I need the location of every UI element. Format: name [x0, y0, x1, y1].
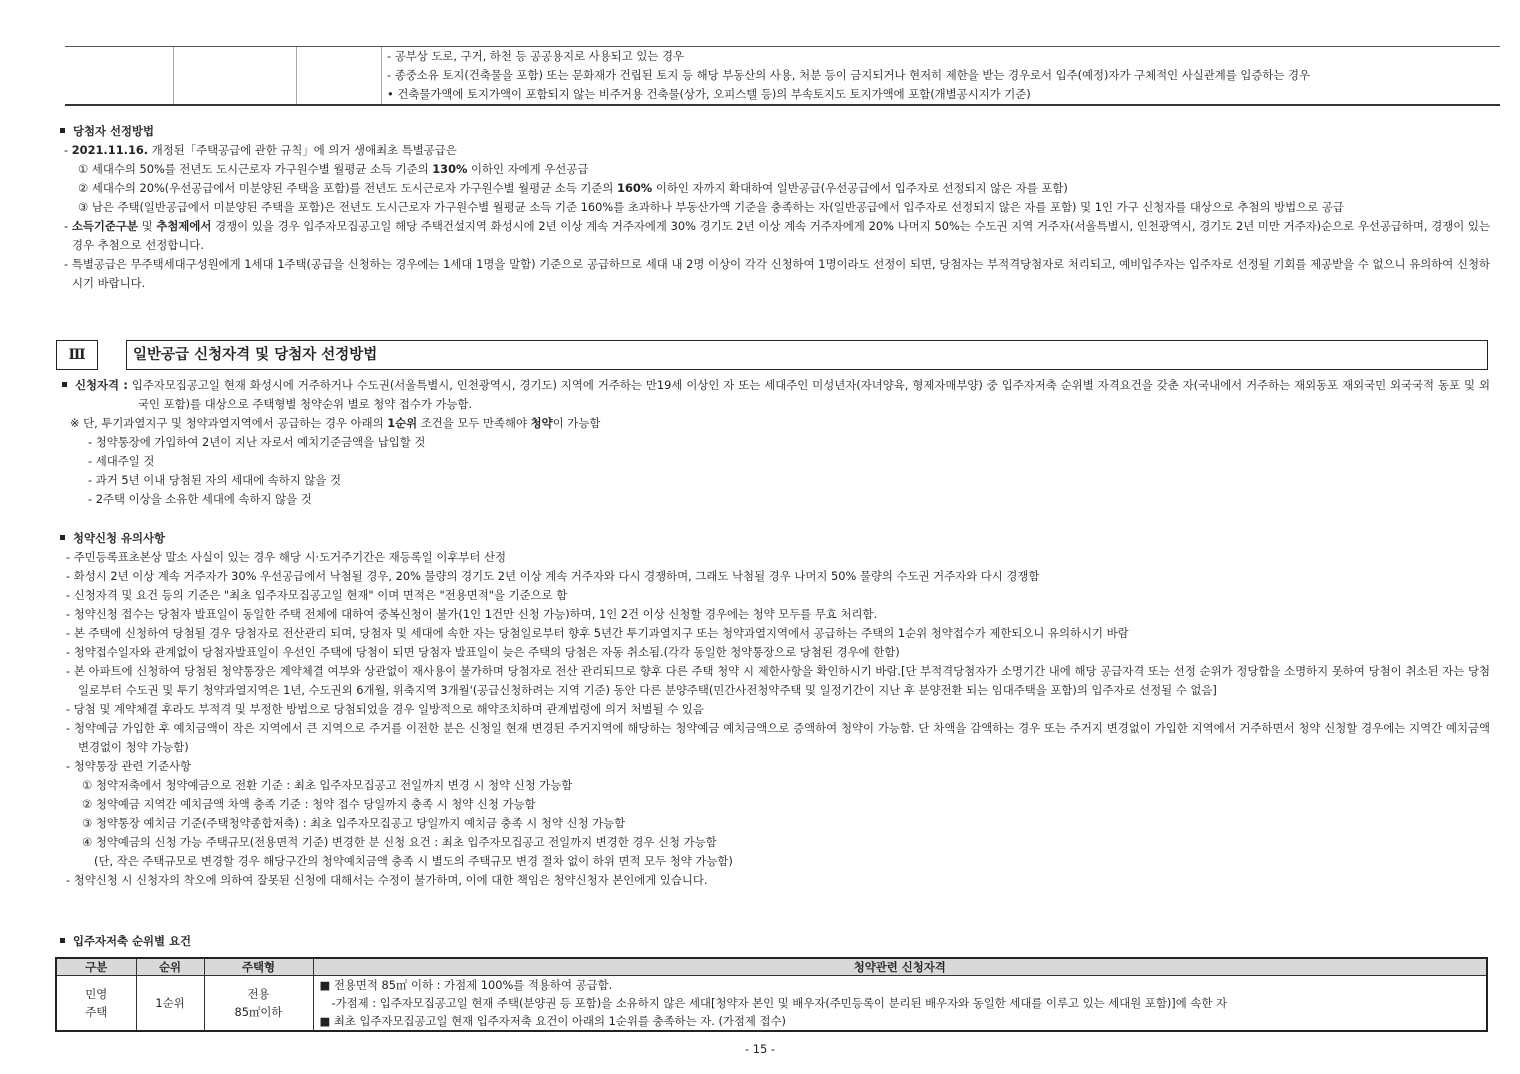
list-item: - 종중소유 토지(건축물을 포함) 또는 문화재가 건립된 토지 등 해당 부동산의 사용, 처분 등이 금지되거나 현저히 제한을 받는 경우로서 입주(예정)자가 구체적인 사실관계를 입증하는 경우: [387, 68, 1311, 82]
list-item: ② 세대수의 20%(우선공급에서 미분양된 주택을 포함)를 전년도 도시근로자 가구원수별 월평균 소득 기준의 160% 이하인 자까지 확대하여 일반공급(우선공급에서 입주자로 선정되지 않은 자를 포함): [78, 181, 1068, 195]
list-item: - 청약통장에 가입하여 2년이 지난 자로서 예치기준금액을 납입할 것: [88, 435, 426, 449]
square-bullet-icon: [60, 128, 65, 133]
rank-requirements-section: [58, 932, 1490, 951]
list-item: - 본 주택에 신청하여 당첨될 경우 당첨자로 전산관리 되며, 당첨자 및 세대에 속한 자는 당첨일로부터 향후 5년간 투기과열지구 또는 청약과열지역에서 공급하는 주택의 1순위 청약접수가 제한되오니 유의하시기 바람: [66, 626, 1129, 640]
square-bullet-icon: [62, 382, 67, 387]
column-header: 순위: [136, 958, 204, 976]
intro-line: - 2021.11.16. 개정된「주택공급에 관한 규칙」에 의거 생애최초 특별공급은: [64, 143, 457, 157]
table-cell: 1순위: [136, 976, 204, 1032]
table-cell: [174, 47, 297, 104]
subscription-notes-section: [58, 529, 1490, 890]
table-header-row: [56, 958, 1487, 976]
list-item: - 청약신청 시 신청자의 착오에 의하여 잘못된 신청에 대해서는 수정이 불가하며, 이에 대한 책임은 청약신청자 본인에게 있습니다.: [66, 873, 708, 887]
table-cell: [65, 47, 174, 104]
table-cell: [297, 47, 382, 104]
table-cell: 민영 주택: [56, 976, 136, 1032]
list-item: ■ 전용면적 85㎡ 이하 : 가점제 100%를 적용하여 공급함.: [319, 978, 613, 992]
list-item: ④ 청약예금의 신청 가능 주택규모(전용면적 기준) 변경한 분 신청 요건 : 최초 입주자모집공고 전일까지 변경한 경우 신청 가능함: [82, 835, 717, 849]
list-item: - 본 아파트에 신청하여 당첨된 청약통장은 계약체결 여부와 상관없이 재사용이 불가하며 당첨자로 전산 관리되므로 향후 다른 주택 청약 시 제한사항을 확인하시기 바람.[단 부적격당첨자가 소명기간 내에 해당 공급자격 또는 선정 순위가 정당함을 소명하지 못하여 당첨이 취소된 자는 당첨일로부터 수도권 및 투기 청약과열지역은 1년, 수도권외 6개월, 위축지역 3개월'(공급신청하려는 지역 기준) 동안 다른 분양주택(민간사전청약주택 및 일정기간이 지난 후 분양전환 되는 임대주택을 포함)의 입주자로 선정될 수 없음]: [66, 664, 1490, 697]
list-item: ② 청약예금 지역간 예치금액 차액 충족 기준 : 청약 접수 당일까지 충족 시 청약 신청 가능함: [82, 797, 536, 811]
column-header: 주택형: [204, 958, 313, 976]
column-header: 청약관련 신청자격: [313, 958, 1487, 976]
list-item: ① 세대수의 50%를 전년도 도시근로자 가구원수별 월평균 소득 기준의 130% 이하인 자에게 우선공급: [78, 162, 589, 176]
list-item: • 건축물가액에 토지가액이 포함되지 않는 비주거용 건축물(상가, 오피스텔 등)의 부속토지도 토지가액에 포함(개별공시지가 기준): [387, 87, 1031, 101]
list-item: - 과거 5년 이내 당첨된 자의 세대에 속하지 않을 것: [88, 473, 342, 487]
qualification-paragraph: 신청자격 : 입주자모집공고일 현재 화성시에 거주하거나 수도권(서울특별시, 인천광역시, 경기도) 지역에 거주하는 만19세 이상인 자 또는 세대주인 미성년자(자녀양육, 형제자매부양) 중 입주자저축 순위별 자격요건을 갖춘 자(국내에서 거주하는 재외동포 재외국민 외국국적 동포 및 외국인 포함)를 대상으로 주택형별 청약순위 별로 청약 접수가 가능함.: [58, 376, 1490, 414]
paragraph: - 특별공급은 무주택세대구성원에게 1세대 1주택(공급을 신청하는 경우에는 1세대 1명을 말함) 기준으로 공급하므로 세대 내 2명 이상이 각각 신청하여 1명이라도 선정이 되면, 당첨자는 부적격당첨자로 처리되고, 예비입주자는 입주자로 선정될 기회를 제공받을 수 없으니 유의하여 신청하시기 바랍니다.: [64, 257, 1490, 290]
list-item: ③ 청약통장 예치금 기준(주택청약종합저축) : 최초 입주자모집공고 당일까지 예치금 충족 시 청약 신청 가능함: [82, 816, 626, 830]
list-item: - 당첨 및 계약체결 후라도 부적격 및 부정한 방법으로 당첨되었을 경우 일방적으로 해약조치하며 관계법령에 의거 처벌될 수 있음: [66, 702, 704, 716]
square-bullet-icon: [60, 535, 65, 540]
section-banner: [56, 340, 1488, 370]
list-item: - 주민등록표초본상 말소 사실이 있는 경우 해당 시·도거주기간은 재등록일 이후부터 산정: [66, 550, 507, 564]
list-item: (단, 작은 주택규모로 변경할 경우 해당구간의 청약예치금액 충족 시 별도의 주택규모 변경 절차 없이 하위 면적 모두 청약 가능함): [94, 854, 733, 868]
column-header: 구분: [56, 958, 136, 976]
table-row: [56, 976, 1487, 1032]
section-title: 일반공급 신청자격 및 당첨자 선정방법: [126, 340, 1488, 370]
table-cell: [313, 976, 1487, 1032]
continuation-lines: [387, 47, 1500, 104]
list-item: - 공부상 도로, 구거, 하천 등 공공용지로 사용되고 있는 경우: [387, 49, 685, 63]
section-heading: 당첨자 선정방법: [58, 122, 1490, 141]
list-item: ③ 남은 주택(일반공급에서 미분양된 주택을 포함)은 전년도 도시근로자 가구원수별 월평균 소득 기준 160%를 초과하나 부동산가액 기준을 충족하는 자(일반공급에서 입주자로 선정되지 않은 자를 포함) 및 1인 가구 신청자를 대상으로 추첨의 방법으로 공급: [78, 200, 1344, 214]
table-cell: 전용 85㎡이하: [204, 976, 313, 1032]
list-item: -가점제 : 입주자모집공고일 현재 주택(분양권 등 포함)을 소유하지 않은 세대[청약자 본인 및 배우자(주민등록이 분리된 배우자와 동일한 세대를 이루고 있는 세대원 포함)]에 속한 자: [331, 996, 1228, 1010]
section-heading: 입주자저축 순위별 요건: [58, 932, 1490, 951]
list-item: - 세대주일 것: [88, 454, 155, 468]
list-item: - 청약신청 접수는 당첨자 발표일이 동일한 주택 전체에 대하여 중복신청이 불가(1인 1건만 신청 가능)하며, 1인 2건 이상 신청할 경우에는 청약 모두를 무효 처리함.: [66, 607, 878, 621]
list-item: - 청약접수일자와 관계없이 당첨자발표일이 우선인 주택에 당첨이 되면 당첨자 발표일이 늦은 주택의 당첨은 자동 취소됨.(각각 동일한 청약통장으로 당첨된 경우에 한함): [66, 645, 900, 659]
qualification-section: [58, 376, 1490, 509]
continuation-table: [65, 46, 1500, 106]
list-item: - 청약예금 가입한 후 예치금액이 작은 지역에서 큰 지역으로 주거를 이전한 분은 신청일 현재 변경된 주거지역에 해당하는 청약예금 예치금액으로 증액하여 청약이 가능함. 단 차액을 감액하는 경우 또는 주거지 변경없이 가입한 지역에서 거주하면서 청약 신청할 경우에는 지역간 예치금액 변경없이 청약 가능함): [66, 721, 1490, 754]
list-item: ■ 최초 입주자모집공고일 현재 입주자저축 요건이 아래의 1순위를 충족하는 자. (가점제 접수): [319, 1014, 786, 1028]
list-item: ① 청약저축에서 청약예금으로 전환 기준 : 최초 입주자모집공고 전일까지 변경 시 청약 신청 가능함: [82, 778, 573, 792]
list-item: - 청약통장 관련 기준사항: [66, 759, 192, 773]
list-item: - 화성시 2년 이상 계속 거주자가 30% 우선공급에서 낙첨될 경우, 20% 물량의 경기도 2년 이상 계속 거주자와 다시 경쟁하며, 그래도 낙첨될 경우 나머지 50% 물량의 수도권 거주자와 다시 경쟁함: [66, 569, 1040, 583]
note-line: ※ 단, 투기과열지구 및 청약과열지역에서 공급하는 경우 아래의 1순위 조건을 모두 만족해야 청약이 가능함: [70, 416, 601, 430]
winner-method-section: [58, 122, 1490, 293]
page-number: - 15 -: [745, 1042, 775, 1056]
list-item: - 신청자격 및 요건 등의 기준은 "최초 입주자모집공고일 현재" 이며 면적은 "전용면적"을 기준으로 함: [66, 588, 568, 602]
square-bullet-icon: [60, 938, 65, 943]
section-number: Ⅲ: [56, 340, 98, 370]
rank-requirements-table: [55, 957, 1488, 1032]
section-heading: 청약신청 유의사항: [58, 529, 1490, 548]
paragraph: - 소득기준구분 및 추첨제에서 경쟁이 있을 경우 입주자모집공고일 해당 주택건설지역 화성시에 2년 이상 계속 거주자에게 30% 경기도 2년 이상 계속 거주자에게 20% 나머지 50%는 수도권 지역 거주자(서울특별시, 인천광역시, 경기도 2년 미만 거주자)순으로 우선공급하며, 경쟁이 있는 경우 추첨으로 선정합니다.: [64, 219, 1491, 252]
list-item: - 2주택 이상을 소유한 세대에 속하지 않을 것: [88, 492, 312, 506]
